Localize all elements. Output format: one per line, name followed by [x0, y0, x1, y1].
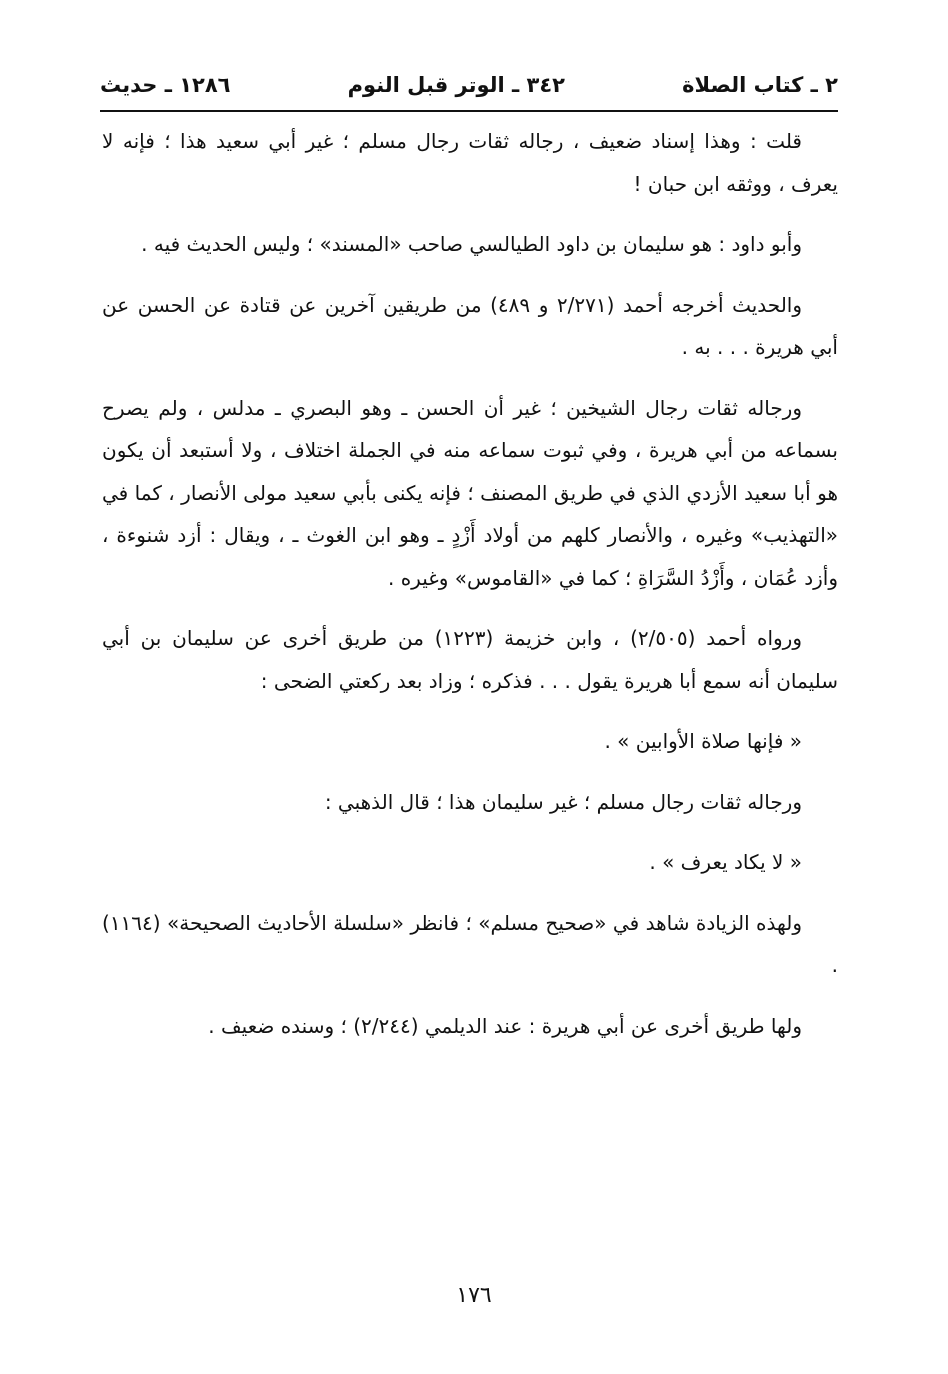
running-header: [100, 66, 838, 104]
paragraph-9: ولهذه الزيادة شاهد في «صحيح مسلم» ؛ فانظر «سلسلة الأحاديث الصحيحة» (١١٦٤) .: [102, 910, 838, 977]
page-number: ١٧٦: [456, 1283, 492, 1308]
paragraph-7: ورجاله ثقات رجال مسلم ؛ غير سليمان هذا ؛ قال الذهبي :: [324, 789, 802, 814]
paragraph-quote-1: « فإنها صلاة الأوابين » .: [604, 729, 802, 753]
paragraph-5: ورواه أحمد (٢/٥٠٥) ، وابن خزيمة (١٢٢٣) من طريق أخرى عن سليمان بن أبي سليمان أنه سمع أبا هريرة يقول . . . فذكره ؛ وزاد بعد ركعتي الضحى :: [102, 626, 838, 693]
paragraph-quote-2: « لا يكاد يعرف » .: [649, 850, 802, 874]
page-body: [102, 120, 838, 1065]
header-hadith-number: ١٢٨٦ ـ حديث: [100, 73, 231, 97]
header-divider: [100, 110, 838, 112]
paragraph-4: ورجاله ثقات رجال الشيخين ؛ غير أن الحسن ـ وهو البصري ـ مدلس ، ولم يصرح بسماعه من أبي هريرة ، وفي ثبوت سماعه منه في الجملة اختلاف ، ولا أستبعد أن يكون هو أبا سعيد الأزدي الذي في طريق المصنف ؛ فإنه يكنى بأبي سعيد مولى الأنصار ، كما في «التهذيب» وغيره ، والأنصار كلهم من أولاد أَزْدٍ ـ وهو ابن الغوث ـ ، ويقال : أزد شنوءة ، وأزد عُمَان ، وأَزْدُ السَّرَاةِ ؛ كما في «القاموس» وغيره .: [102, 395, 838, 590]
paragraph-1: قلت : وهذا إسناد ضعيف ، رجاله ثقات رجال مسلم ؛ غير أبي سعيد هذا ؛ فإنه لا يعرف ، ووثقه ابن حبان !: [102, 129, 838, 196]
paragraph-10: ولها طريق أخرى عن أبي هريرة : عند الديلمي (٢/٢٤٤) ؛ وسنده ضعيف .: [208, 1013, 802, 1038]
paragraph-3: والحديث أخرجه أحمد (٢/٢٧١ و ٤٨٩) من طريقين آخرين عن قتادة عن الحسن عن أبي هريرة . . . به .: [102, 292, 838, 359]
header-section: ٣٤٢ ـ الوتر قبل النوم: [347, 73, 565, 97]
header-chapter: ٢ ـ كتاب الصلاة: [682, 73, 838, 97]
paragraph-2: وأبو داود : هو سليمان بن داود الطيالسي صاحب «المسند» ؛ وليس الحديث فيه .: [141, 232, 802, 256]
